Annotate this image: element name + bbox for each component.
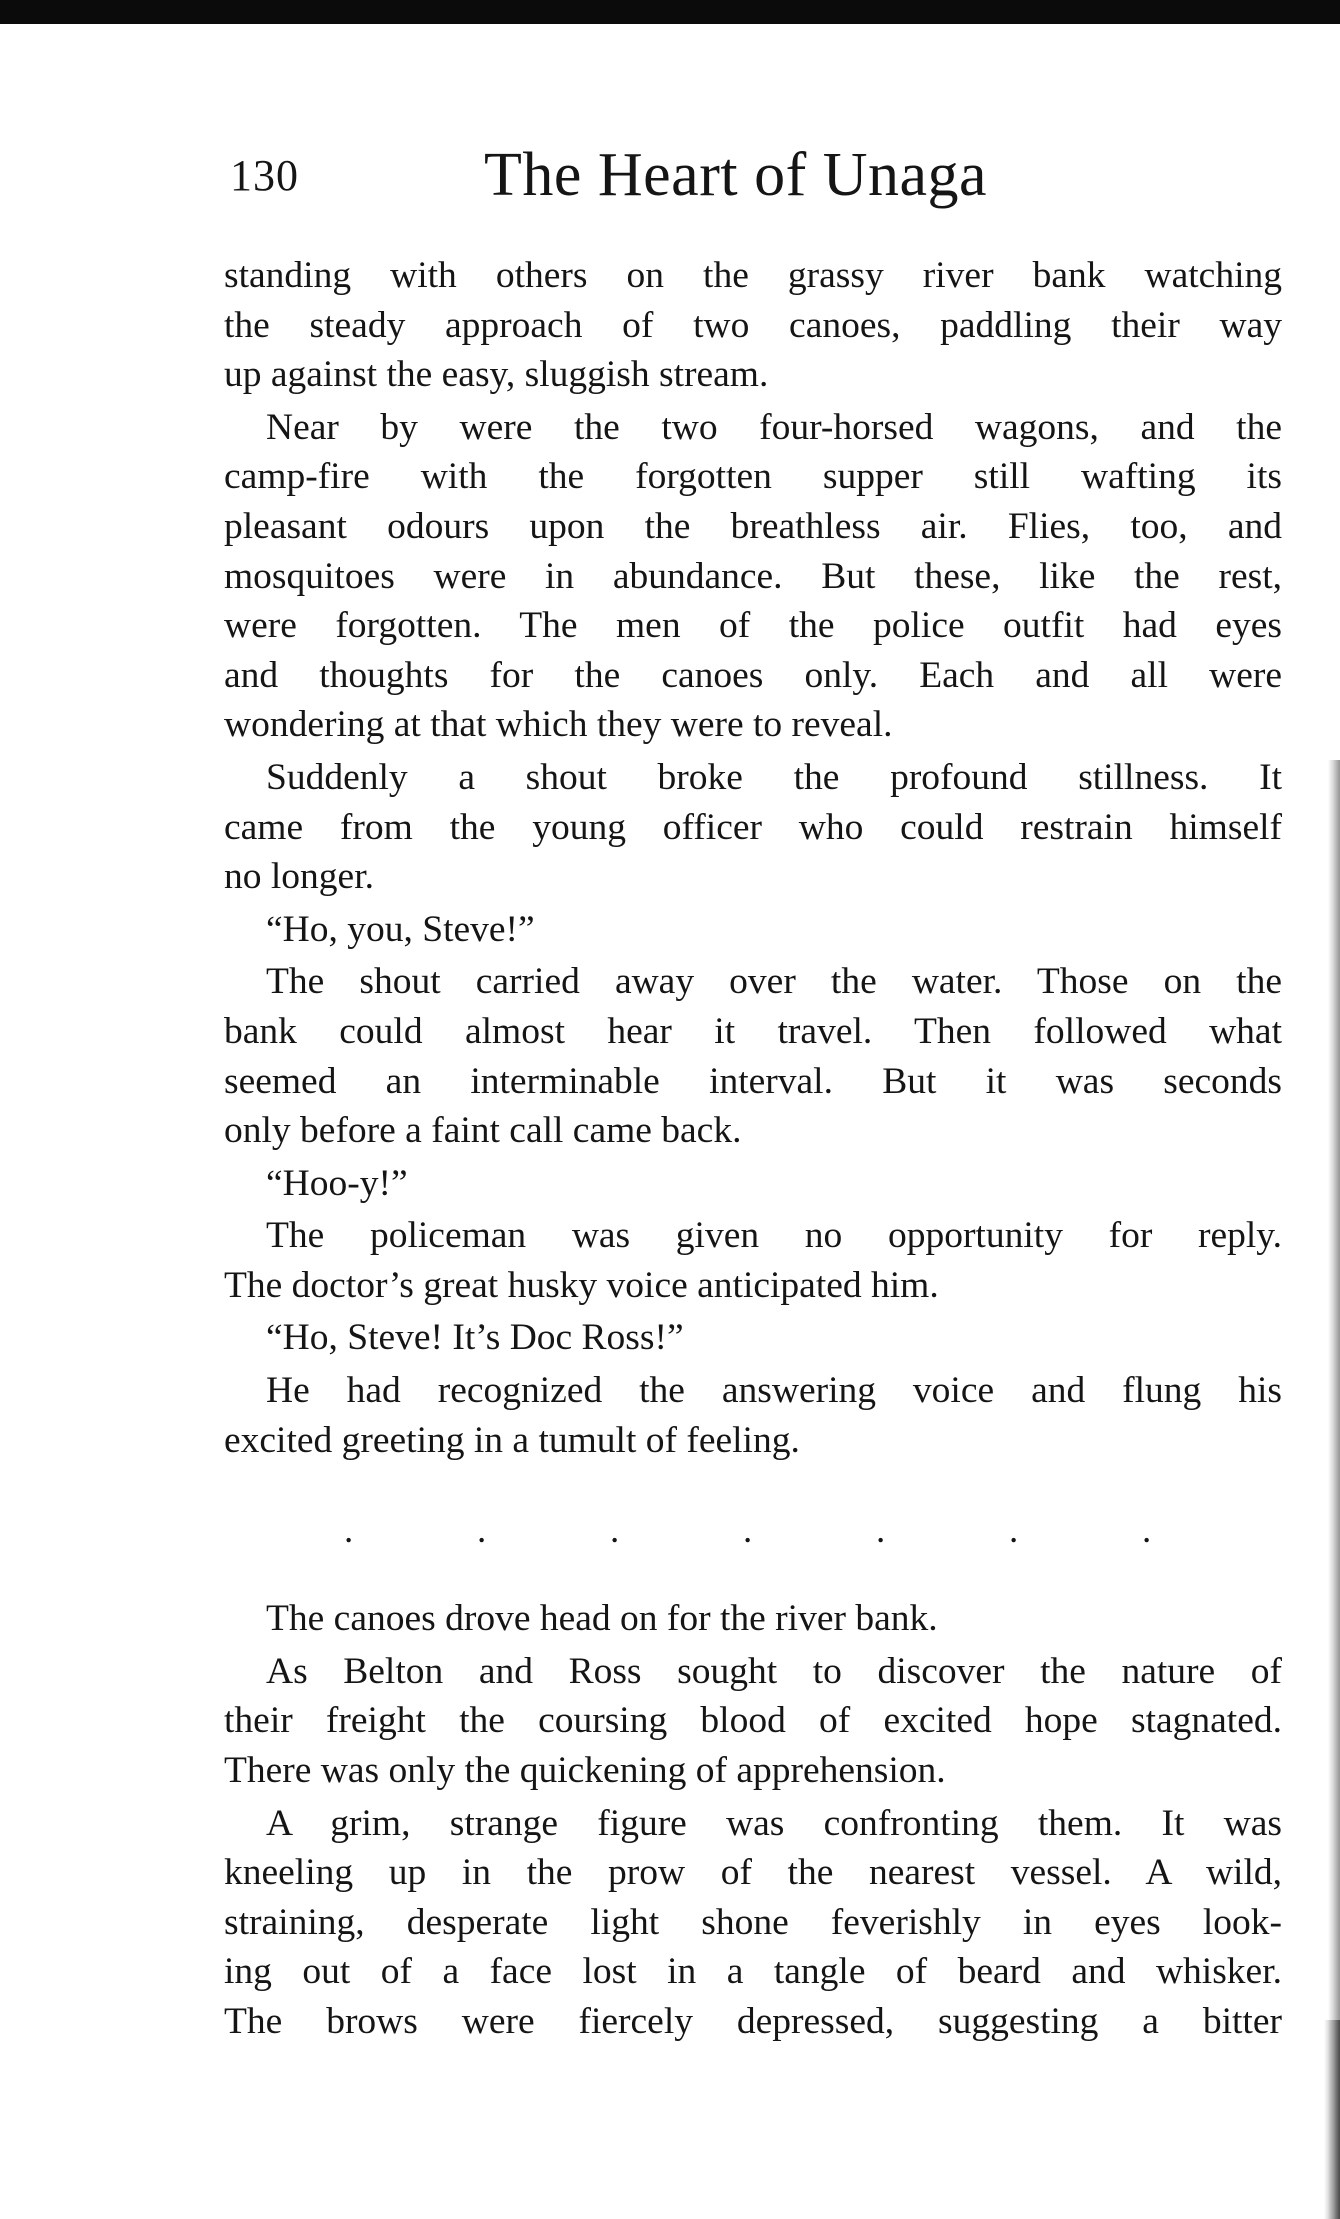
- text-line: only before a faint call came back.: [224, 1110, 742, 1152]
- text-line: The canoes drove head on for the river bank.: [266, 1598, 938, 1640]
- text-line: their freight the coursing blood of excited hope stagnated.: [224, 1700, 1282, 1742]
- text-line: He had recognized the answering voice and flung his: [266, 1370, 1282, 1412]
- text-line: A grim, strange figure was confronting them. It was: [266, 1802, 1282, 1844]
- separator-dot: .: [344, 1510, 354, 1552]
- paragraph: [224, 1211, 1282, 1310]
- text-line: The policeman was given no opportunity for reply.: [266, 1215, 1282, 1257]
- text-line: “Ho, Steve! It’s Doc Ross!”: [266, 1317, 684, 1359]
- text-line: “Hoo-y!”: [266, 1162, 408, 1204]
- text-line: kneeling up in the prow of the nearest vessel. A wild,: [224, 1852, 1282, 1894]
- text-line: The brows were fiercely depressed, suggesting a bitter: [224, 2001, 1282, 2042]
- paragraph: [224, 905, 1282, 955]
- text-line: and thoughts for the canoes only. Each and all were: [224, 654, 1282, 696]
- scan-right-edge-shadow-bottom: [1324, 2020, 1340, 2219]
- paragraph: [224, 957, 1282, 1155]
- text-line: The shout carried away over the water. Those on the: [266, 961, 1282, 1003]
- separator-dot: .: [743, 1510, 753, 1552]
- scan-top-border: [0, 0, 1340, 24]
- text-line: no longer.: [224, 856, 374, 898]
- text-line: excited greeting in a tumult of feeling.: [224, 1419, 800, 1461]
- paragraph: [224, 1366, 1282, 1465]
- text-line: seemed an interminable interval. But it was seconds: [224, 1060, 1282, 1102]
- paragraph: [224, 251, 1282, 400]
- text-line: “Ho, you, Steve!”: [266, 908, 535, 950]
- scan-right-edge-shadow: [1328, 760, 1340, 2219]
- text-line: were forgotten. The men of the police outfit had eyes: [224, 605, 1282, 647]
- text-line: wondering at that which they were to reveal.: [224, 704, 893, 746]
- paragraph: [224, 1594, 1282, 1644]
- text-line: straining, desperate light shone feverishly in eyes look-: [224, 1901, 1282, 1943]
- text-line: Near by were the two four-horsed wagons, and the: [266, 406, 1282, 448]
- text-line: the steady approach of two canoes, paddling their way: [224, 304, 1282, 346]
- paragraph: [224, 1313, 1282, 1363]
- paragraph: [224, 1647, 1282, 1796]
- section-separator: [224, 1468, 1282, 1594]
- text-line: mosquitoes were in abundance. But these, like the rest,: [224, 555, 1282, 597]
- text-line: standing with others on the grassy river bank watching: [224, 255, 1282, 296]
- running-title: The Heart of Unaga: [484, 141, 988, 209]
- text-line: As Belton and Ross sought to discover the nature of: [266, 1650, 1282, 1692]
- text-line: ing out of a face lost in a tangle of beard and whisker.: [224, 1951, 1282, 1993]
- paragraph: [224, 753, 1282, 902]
- separator-dot: .: [1142, 1510, 1152, 1552]
- page-number: 130: [230, 151, 299, 200]
- separator-dot: .: [610, 1510, 620, 1552]
- text-line: There was only the quickening of apprehension.: [224, 1750, 946, 1792]
- text-line: came from the young officer who could restrain himself: [224, 806, 1282, 848]
- paragraph: [224, 1159, 1282, 1209]
- separator-dot: .: [1009, 1510, 1019, 1552]
- text-line: The doctor’s great husky voice anticipated him.: [224, 1264, 939, 1306]
- text-line: up against the easy, sluggish stream.: [224, 354, 769, 396]
- separator-dot: .: [477, 1510, 487, 1552]
- text-line: camp-fire with the forgotten supper still wafting its: [224, 456, 1282, 498]
- paragraph: [224, 403, 1282, 750]
- paragraph: [224, 1799, 1282, 2047]
- body-text: [224, 251, 1282, 2050]
- separator-dot: .: [876, 1510, 886, 1552]
- text-line: bank could almost hear it travel. Then followed what: [224, 1010, 1282, 1052]
- text-line: Suddenly a shout broke the profound stillness. It: [266, 756, 1282, 798]
- text-line: pleasant odours upon the breathless air. Flies, too, and: [224, 505, 1282, 547]
